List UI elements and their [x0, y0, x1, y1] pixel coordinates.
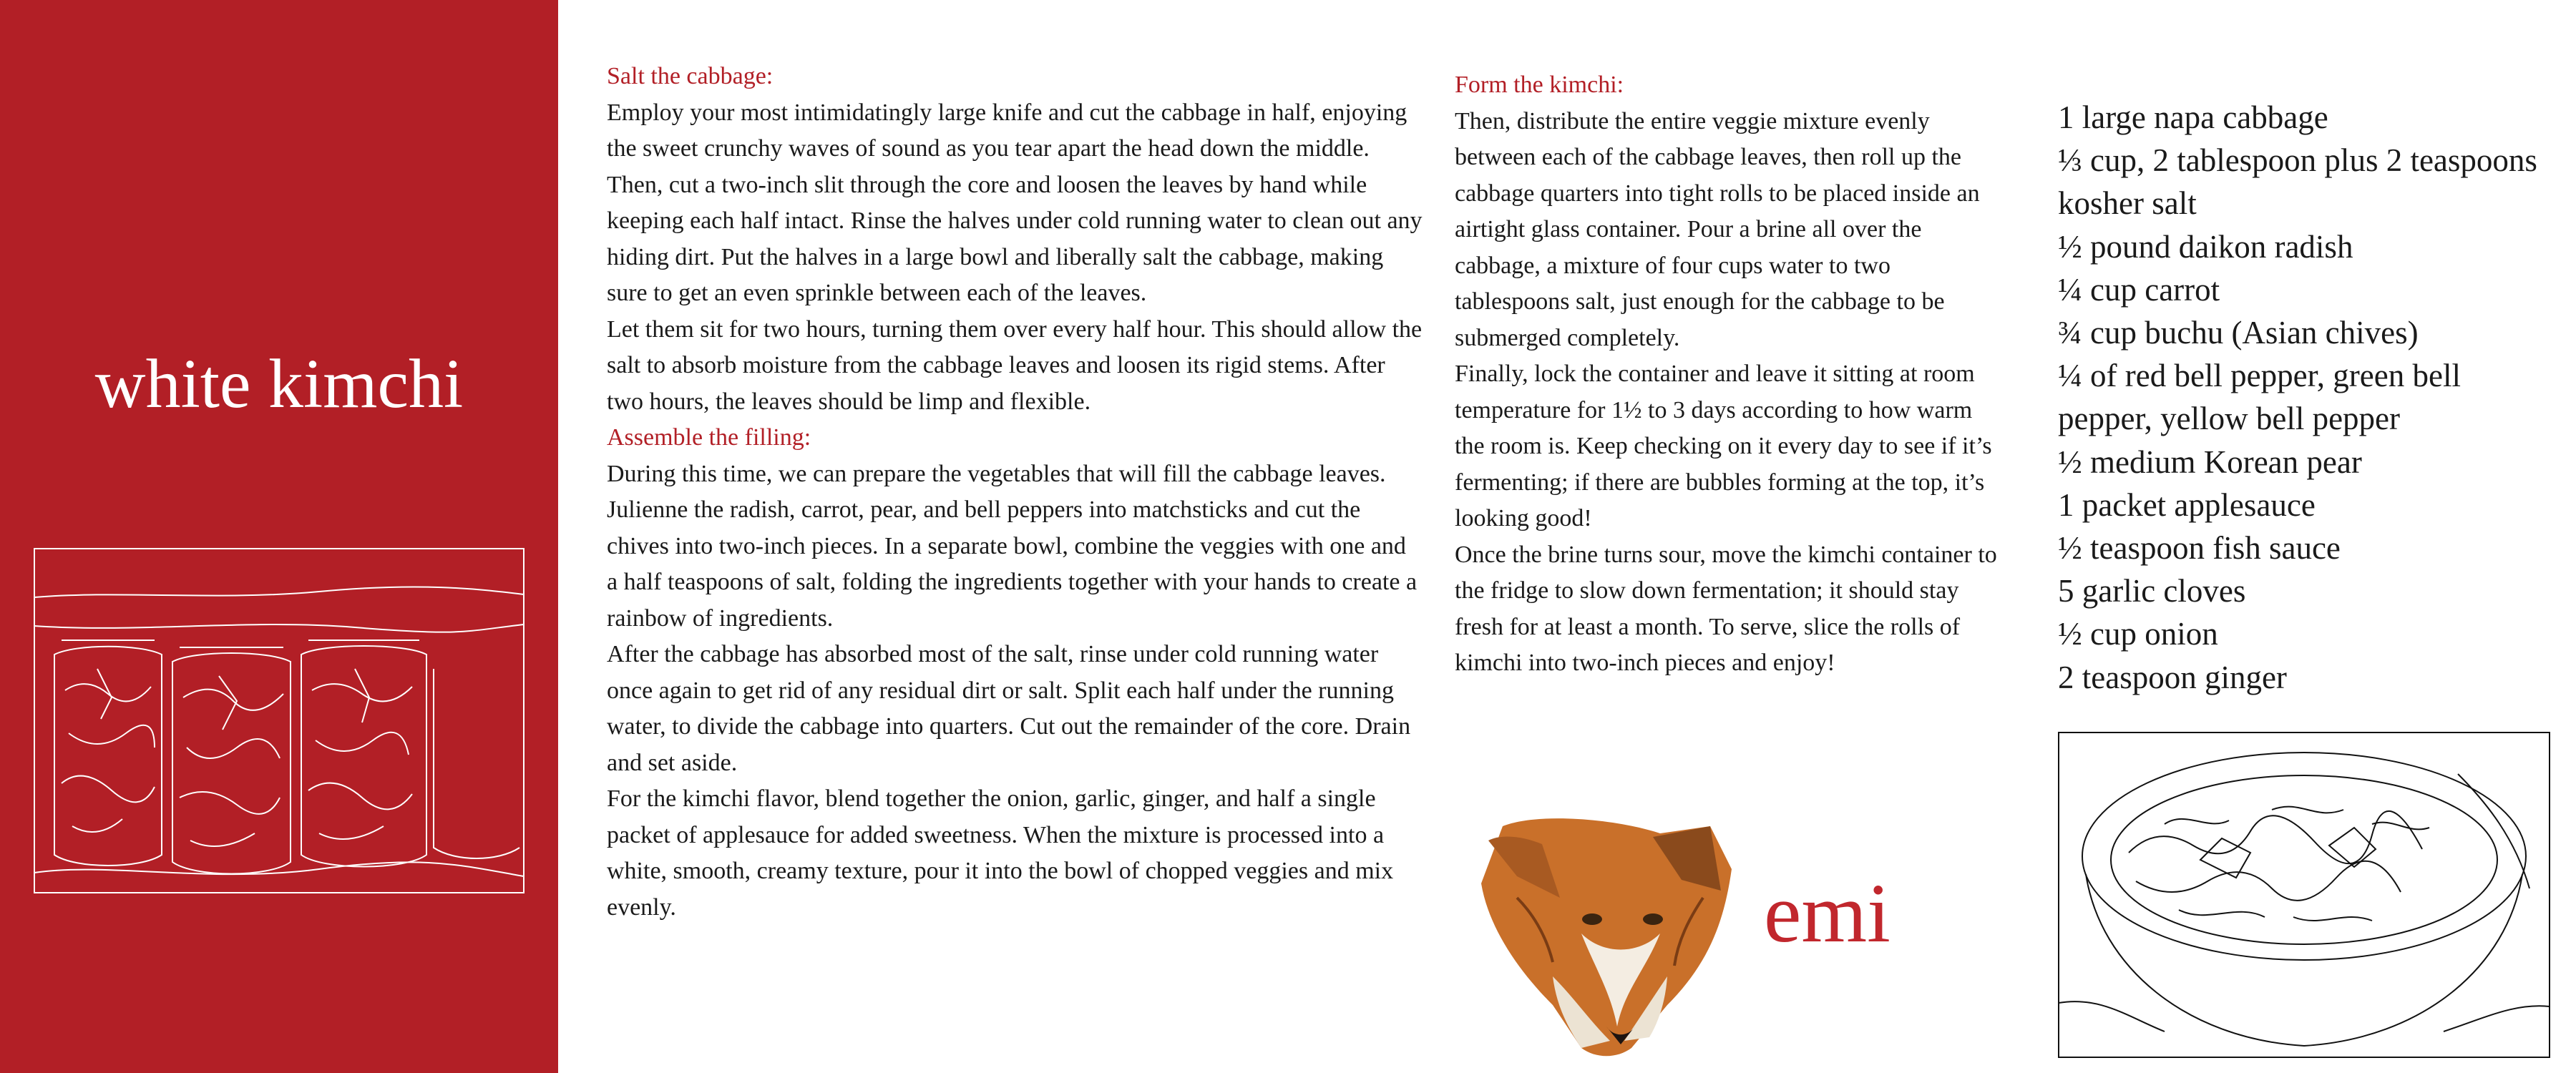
ingredient-item: ¾ cup buchu (Asian chives) [2058, 315, 2419, 351]
ingredient-list [2058, 96, 2552, 699]
ingredient-item: ½ cup onion [2058, 616, 2218, 652]
ingredient-item: ½ teaspoon fish sauce [2058, 530, 2341, 567]
step-paragraph: Let them sit for two hours, turning them over every half hour. This should allow the salt to absorb moisture from the cabbage leaves and loosen its rigid stems. After two hours, the leaves should be limp and flexible. [607, 315, 1423, 415]
ingredient-item: 1 packet applesauce [2058, 486, 2316, 523]
jars-line-art [33, 547, 525, 894]
recipe-title: white kimchi [94, 346, 464, 423]
author-signature: emi [1764, 866, 1890, 960]
step-heading: Salt the cabbage: [607, 63, 774, 89]
step-assemble-filling [607, 420, 1423, 926]
ingredient-item: 1 large napa cabbage [2058, 99, 2328, 135]
step-heading: Assemble the filling: [607, 424, 811, 451]
ingredient-item: ½ pound daikon radish [2058, 228, 2353, 265]
step-paragraph: Once the brine turns sour, move the kimchi container to the fridge to slow down fermentation; it should stay fresh for at least a month. To serve, slice the rolls of kimchi into two-inch pieces and enjoy! [1455, 541, 1997, 676]
ingredient-item: 5 garlic cloves [2058, 573, 2246, 609]
step-paragraph: Employ your most intimidatingly large knife and cut the cabbage in half, enjoying the sweet crunchy waves of sound as you tear apart the head down the middle. Then, cut a two-inch slit through the core and loosen the leaves by hand while keeping each half intact. Rinse the halves under cold running water to clean out any hiding dirt. Put the halves in a large bowl and liberally salt the cabbage, making sure to get an even sprinkle between each of the leaves. [607, 99, 1423, 306]
step-paragraph: During this time, we can prepare the vegetables that will fill the cabbage leaves. Julienne the radish, carrot, pear, and bell peppers into matchsticks and cut the chives into two-inch pieces. In a separate bowl, combine the veggies with one and a half teaspoons of salt, folding the ingredients together with your hands to create a rainbow of ingredients. [607, 460, 1418, 632]
step-heading: Form the kimchi: [1455, 72, 1624, 98]
steps-column-left [607, 59, 1423, 926]
ingredient-item: 2 teaspoon ginger [2058, 659, 2287, 695]
step-paragraph: After the cabbage has absorbed most of the salt, rinse under cold running water once again to get rid of any residual dirt or salt. Split each half under the running water, to divide the cabbage into quarters. Cut out the remainder of the core. Drain and set aside. [607, 641, 1411, 776]
step-salt-cabbage [607, 59, 1423, 420]
step-paragraph: For the kimchi flavor, blend together the onion, garlic, ginger, and half a single packet of applesauce for added sweetness. When the mixture is processed into a white, smooth, creamy texture, pour it into the bowl of chopped veggies and mix evenly. [607, 785, 1394, 921]
step-paragraph: Then, distribute the entire veggie mixture evenly between each of the cabbage leaves, then roll up the cabbage quarters into tight rolls to be placed inside an airtight glass container. Pour a brine all over the cabbage, a mixture of four cups water to two tablespoons salt, just enough for the cabbage to be submerged completely. [1455, 107, 1980, 351]
kimchi-bowl-line-art [2057, 731, 2551, 1059]
step-paragraph: Finally, lock the container and leave it sitting at room temperature for 1½ to 3 days according to how warm the room is. Keep checking on it every day to see if it’s fermenting; if there are bubbles forming at the top, it’s looking good! [1455, 361, 1992, 531]
ingredient-item: ¼ cup carrot [2058, 271, 2220, 308]
steps-column-right [1455, 67, 1999, 682]
title-panel [0, 0, 558, 1073]
ingredient-item: ½ medium Korean pear [2058, 444, 2362, 480]
ingredient-item: ¼ of red bell pepper, green bell pepper, yellow bell pepper [2058, 358, 2461, 437]
step-form-kimchi [1455, 67, 1999, 682]
fox-illustration [1474, 812, 1739, 1059]
ingredient-item: ⅓ cup, 2 tablespoon plus 2 teaspoons kosher salt [2058, 142, 2537, 222]
